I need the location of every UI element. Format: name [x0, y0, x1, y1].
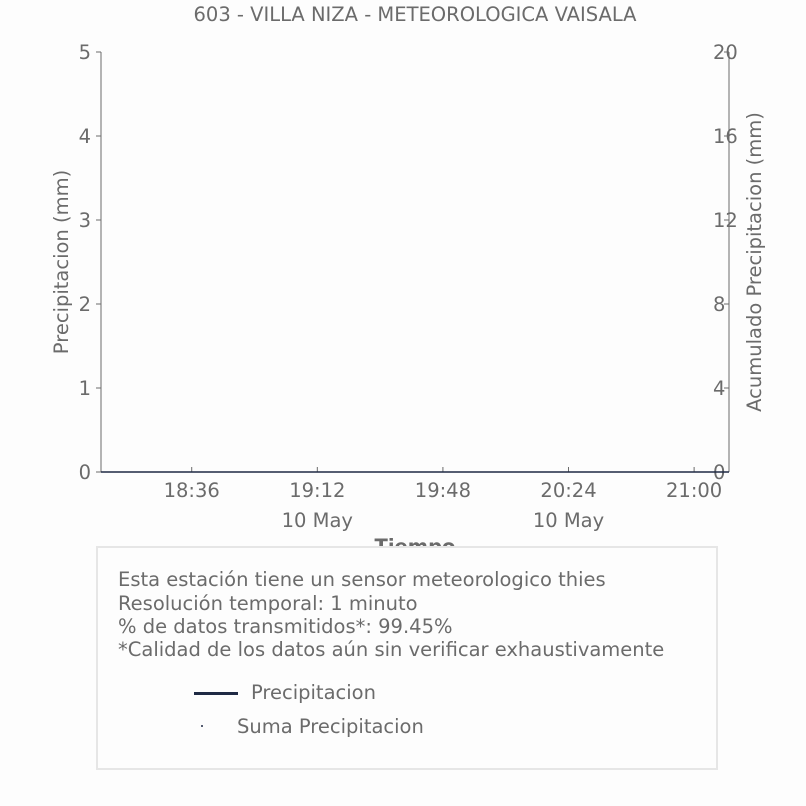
- x-date-label: 10 May: [532, 509, 605, 532]
- chart-title: 603 - VILLA NIZA - METEOROLOGICA VAISALA: [193, 3, 637, 26]
- legend-dot-swatch: [201, 725, 203, 727]
- legend-label-suma: Suma Precipitacion: [237, 715, 424, 738]
- y-tick-label-right: 4: [713, 377, 726, 400]
- y-tick-label-right: 8: [713, 293, 726, 316]
- x-tick-label: 19:12: [289, 479, 346, 502]
- y-tick-label-left: 1: [78, 377, 91, 400]
- x-tick-label: 20:24: [540, 479, 597, 502]
- x-tick-label: 19:48: [414, 479, 472, 502]
- y-tick-label-right: 12: [713, 209, 738, 232]
- info-line-quality-note: *Calidad de los datos aún sin verificar exhaustivamente: [118, 638, 665, 661]
- info-line-resolution: Resolución temporal: 1 minuto: [118, 592, 418, 615]
- y-tick-label-left: 2: [78, 293, 91, 316]
- x-date-label: 10 May: [281, 509, 353, 532]
- info-line-sensor: Esta estación tiene un sensor meteorologico thies: [118, 568, 606, 591]
- y-tick-label-left: 3: [78, 209, 91, 232]
- x-tick-label: 18:36: [163, 479, 220, 502]
- x-date-labels: [282, 509, 605, 532]
- y-tick-label-right: 16: [713, 125, 738, 148]
- info-line-transmitted: % de datos transmitidos*: 99.45%: [118, 615, 453, 638]
- y-tick-label-right: 0: [713, 461, 726, 484]
- info-box: [96, 546, 718, 770]
- y-axis-label-right: Acumulado Precipitacion (mm): [743, 112, 766, 412]
- legend-label-precipitacion: Precipitacion: [251, 681, 376, 704]
- y-ticks-left: [79, 41, 101, 484]
- legend-line-swatch: [194, 692, 238, 695]
- y-tick-label-left: 4: [78, 125, 91, 148]
- y-axis-label-left: Precipitacion (mm): [50, 169, 73, 355]
- y-ticks-right: [713, 41, 738, 484]
- y-tick-label-left: 5: [78, 41, 91, 64]
- y-tick-label-right: 20: [713, 41, 738, 64]
- y-tick-label-left: 0: [78, 461, 91, 484]
- x-tick-label: 21:00: [666, 479, 723, 502]
